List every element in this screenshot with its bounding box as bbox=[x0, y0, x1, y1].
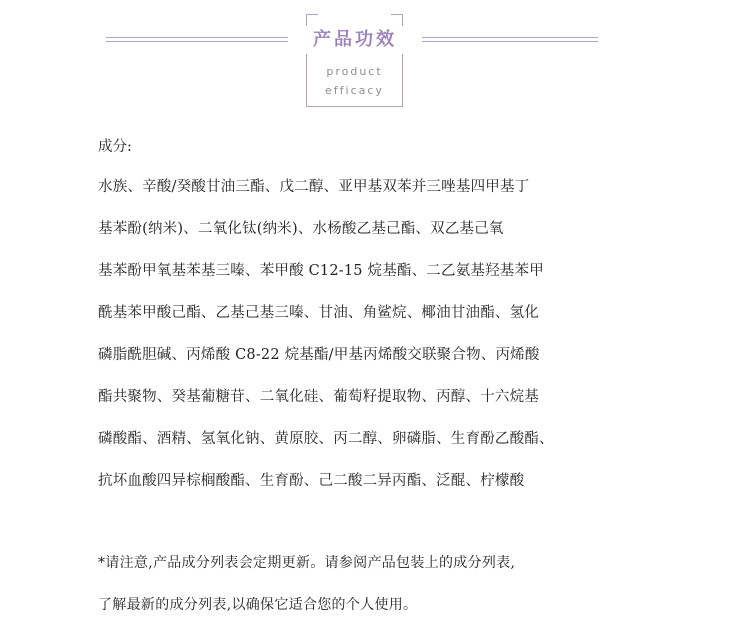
ingredients-line: 磷酸酯、酒精、氢氧化钠、黄原胶、丙二醇、卵磷脂、生育酚乙酸酯、 bbox=[98, 431, 554, 447]
ingredients-line: 酰基苯甲酸己酯、乙基己基三嗪、甘油、角鲨烷、椰油甘油酯、氢化 bbox=[98, 305, 539, 321]
header-frame-top-right bbox=[391, 14, 403, 15]
section-subtitle bbox=[306, 62, 403, 100]
ingredients-line: 酯共聚物、癸基葡糖苷、二氧化硅、葡萄籽提取物、丙醇、十六烷基 bbox=[98, 389, 539, 405]
header-right-rule bbox=[420, 37, 598, 42]
ingredients-line: 基苯酚甲氧基苯基三嗪、苯甲酸 C12-15 烷基酯、二乙氨基羟基苯甲 bbox=[98, 263, 544, 279]
header-frame-top-left bbox=[306, 14, 318, 15]
header-left-rule bbox=[106, 37, 290, 42]
section-header bbox=[0, 0, 750, 120]
ingredients-line: 抗坏血酸四异棕榈酸酯、生育酚、己二酸二异丙酯、泛醌、柠檬酸 bbox=[98, 473, 525, 489]
ingredients-label: 成分: bbox=[98, 139, 132, 155]
section-title: 产品功效 bbox=[288, 26, 422, 54]
update-note-line: 了解最新的成分列表,以确保它适合您的个人使用。 bbox=[98, 597, 418, 613]
ingredients-line: 磷脂酰胆碱、丙烯酸 C8-22 烷基酯/甲基丙烯酸交联聚合物、丙烯酸 bbox=[98, 347, 540, 363]
ingredients-line: 水族、辛酸/癸酸甘油三酯、戊二醇、亚甲基双苯并三唑基四甲基丁 bbox=[98, 179, 530, 195]
ingredients-line: 基苯酚(纳米)、二氧化钛(纳米)、水杨酸乙基己酯、双乙基己氧 bbox=[98, 221, 504, 237]
update-note-line: *请注意,产品成分列表会定期更新。请参阅产品包装上的成分列表, bbox=[98, 555, 516, 571]
section-subtitle-line2: efficacy bbox=[325, 84, 384, 97]
section-subtitle-line1: product bbox=[326, 65, 383, 78]
